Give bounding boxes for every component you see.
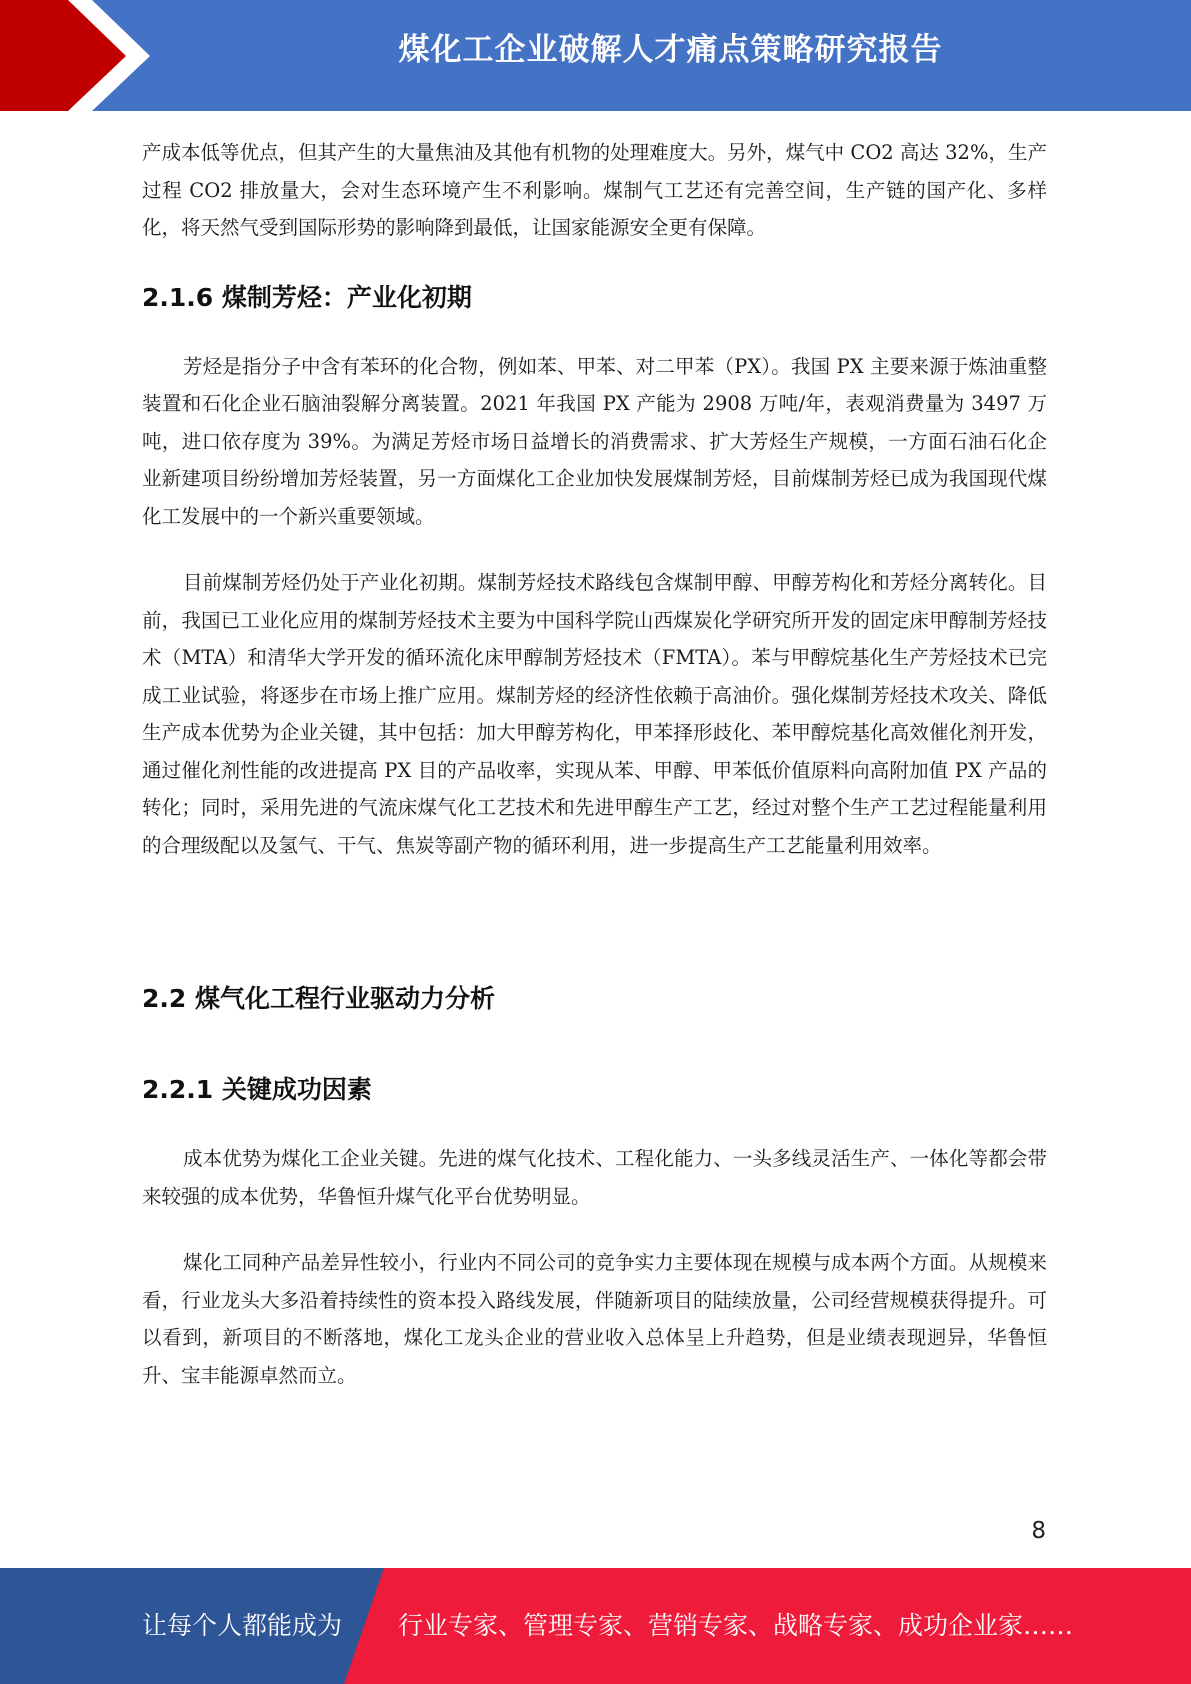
footer-slogan-left: 让每个人都能成为 — [142, 1611, 343, 1640]
heading-2-2: 2.2 煤气化工程行业驱动力分析 — [142, 984, 495, 1013]
paragraph-cost-advantage: 成本优势为煤化工企业关键。先进的煤气化技术、工程化能力、一头多线灵活生产、一体化等都会带来较强的成本优势，华鲁恒升煤气化平台优势明显。 — [142, 1147, 1047, 1208]
paragraph-aromatics-industrialization: 目前煤制芳烃仍处于产业化初期。煤制芳烃技术路线包含煤制甲醇、甲醇芳构化和芳烃分离转化。目前，我国已工业化应用的煤制芳烃技术主要为中国科学院山西煤炭化学研究所开发的固定床甲醇制芳烃技术（MTA）和清华大学开发的循环流化床甲醇制芳烃技术（FMTA）。苯与甲醇烷基化生产芳烃技术已完成工业试验，将逐步在市场上推广应用。煤制芳烃的经济性依赖于高油价。强化煤制芳烃技术攻关、降低生产成本优势为企业关键，其中包括：加大甲醇芳构化，甲苯择形歧化、苯甲醇烷基化高效催化剂开发，通过催化剂性能的改进提高 PX 目的产品收率，实现从苯、甲醇、甲苯低价值原料向高附加值 PX 产品的转化；同时，采用先进的气流床煤气化工艺技术和先进甲醇生产工艺，经过对整个生产工艺过程能量利用的合理级配以及氢气、干气、焦炭等副产物的循环利用，进一步提高生产工艺能量利用效率。 — [142, 571, 1047, 857]
document-body — [142, 134, 1047, 1394]
paragraph-aromatics-intro: 芳烃是指分子中含有苯环的化合物，例如苯、甲苯、对二甲苯（PX）。我国 PX 主要来源于炼油重整装置和石化企业石脑油裂解分离装置。2021 年我国 PX 产能为 2908 万吨/年，表观消费量为 3497 万吨，进口依存度为 39%。为满足芳烃市场日益增长的消费需求、扩大芳烃生产规模，一方面石油石化企业新建项目纷纷增加芳烃装置，另一方面煤化工企业加快发展煤制芳烃，目前煤制芳烃已成为我国现代煤化工发展中的一个新兴重要领域。 — [142, 354, 1047, 528]
footer-slogan-right: 行业专家、管理专家、营销专家、战略专家、成功企业家…… — [398, 1611, 1074, 1640]
paragraph-intro: 产成本低等优点，但其产生的大量焦油及其他有机物的处理难度大。另外，煤气中 CO2 高达 32%，生产过程 CO2 排放量大，会对生态环境产生不利影响。煤制气工艺还有完善空间，生产链的国产化、多样化，将天然气受到国际形势的影响降到最低，让国家能源安全更有保障。 — [142, 141, 1047, 239]
header-title: 煤化工企业破解人才痛点策略研究报告 — [398, 32, 943, 68]
paragraph-scale-and-cost: 煤化工同种产品差异性较小，行业内不同公司的竞争实力主要体现在规模与成本两个方面。从规模来看，行业龙头大多沿着持续性的资本投入路线发展，伴随新项目的陆续放量，公司经营规模获得提升。可以看到，新项目的不断落地，煤化工龙头企业的营业收入总体呈上升趋势，但是业绩表现迥异，华鲁恒升、宝丰能源卓然而立。 — [142, 1251, 1047, 1387]
page-number: 8 — [1031, 1518, 1046, 1544]
heading-2-2-1: 2.2.1 关键成功因素 — [142, 1075, 372, 1104]
page-header — [0, 0, 1191, 111]
heading-2-1-6: 2.1.6 煤制芳烃：产业化初期 — [142, 282, 472, 312]
page-footer — [0, 1568, 1191, 1684]
